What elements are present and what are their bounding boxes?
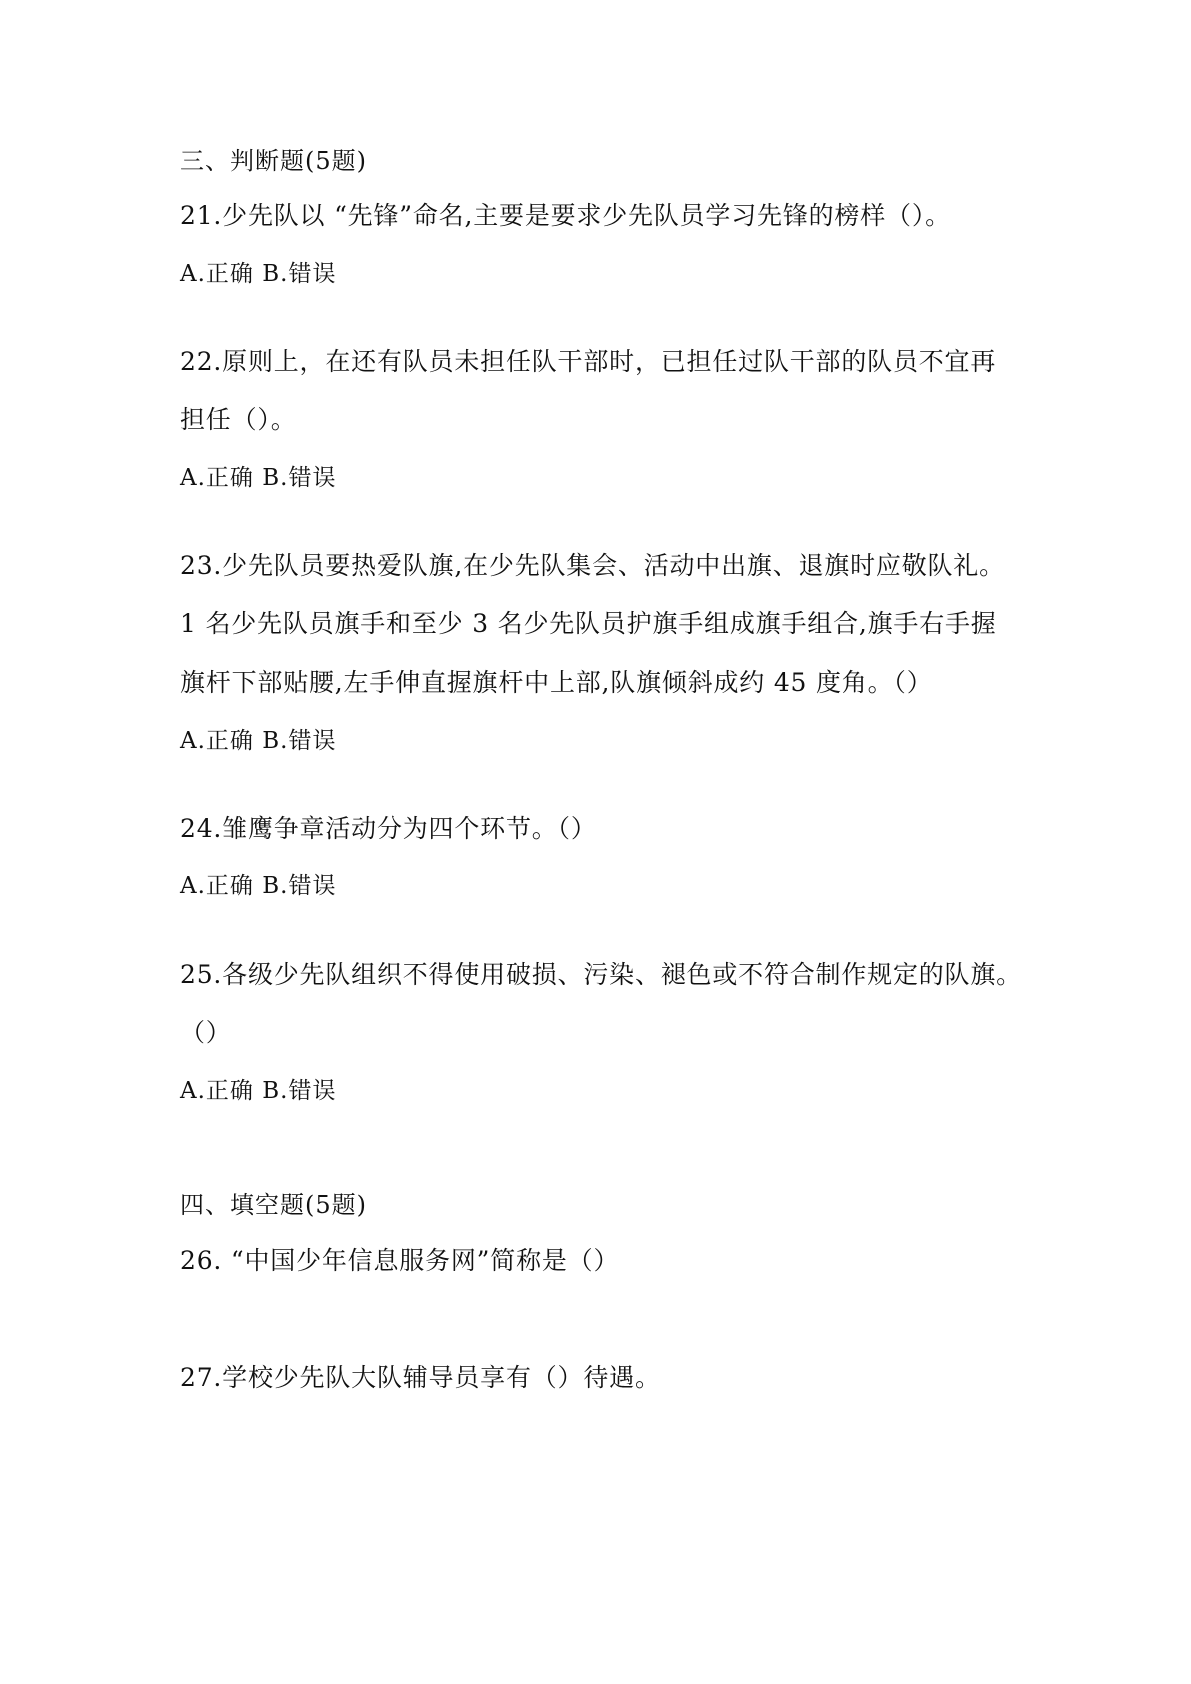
question-22-line-2: 担任（）。 — [180, 405, 297, 434]
question-25-line-2: （） — [180, 1018, 232, 1047]
question-24-line-1: 24.雏鹰争章活动分为四个环节。（） — [180, 814, 597, 843]
question-25-line-1: 25.各级少先队组织不得使用破损、污染、褪色或不符合制作规定的队旗。 — [180, 960, 1022, 989]
question-21-options: A.正确 B.错误 — [180, 261, 337, 287]
question-23-line-1: 23.少先队员要热爱队旗,在少先队集会、活动中出旗、退旗时应敬队礼。 — [180, 551, 1005, 580]
question-26-line-1: 26. “中国少年信息服务网”简称是（） — [180, 1246, 620, 1275]
question-23-line-3: 旗杆下部贴腰,左手伸直握旗杆中上部,队旗倾斜成约 45 度角。（） — [180, 668, 933, 697]
question-23-options: A.正确 B.错误 — [180, 728, 337, 754]
question-23-line-2: 1 名少先队员旗手和至少 3 名少先队员护旗手组成旗手组合,旗手右手握 — [180, 609, 997, 638]
question-22-options: A.正确 B.错误 — [180, 465, 337, 491]
section-heading-judgment: 三、判断题(5题) — [180, 147, 367, 175]
question-22-line-1: 22.原则上，在还有队员未担任队干部时，已担任过队干部的队员不宜再 — [180, 347, 997, 376]
question-25-options: A.正确 B.错误 — [180, 1078, 337, 1104]
question-24-options: A.正确 B.错误 — [180, 873, 337, 899]
section-heading-fill-blank: 四、填空题(5题) — [180, 1191, 367, 1219]
question-27-line-1: 27.学校少先队大队辅导员享有（）待遇。 — [180, 1363, 661, 1392]
question-21-line-1: 21.少先队以 “先锋”命名,主要是要求少先队员学习先锋的榜样（）。 — [180, 201, 951, 230]
